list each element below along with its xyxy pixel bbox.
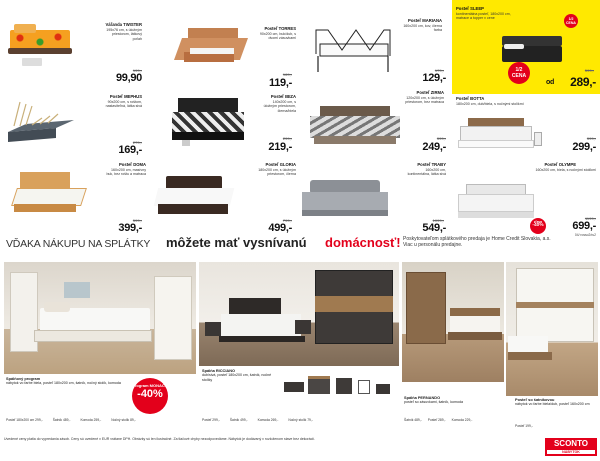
price-item: Komoda 259,- — [80, 418, 102, 422]
product-title: Posteľ OLYMPE — [544, 162, 576, 167]
photo-bedroom-dark — [199, 262, 399, 366]
product-old-price: 1099,- — [432, 218, 444, 223]
photo-3-title: Spálňa PERNANDO — [404, 395, 441, 400]
half-price-badge: 1/2 CENA — [508, 62, 530, 84]
product-old-price: 199,- — [132, 68, 142, 73]
banner-info: Poskytovateľom splátkového predaja je Home Credit Slovakia, a.s. Viac u personálu predajne. — [403, 236, 551, 249]
sconto-logo — [545, 438, 597, 456]
product-desc: 180x200 cm, dub/biela, s nočnými stolíkmi — [456, 102, 524, 106]
price-item: Šatník 489,- — [404, 418, 422, 422]
product-image — [460, 118, 540, 152]
product-old-price: 169,- — [282, 72, 292, 77]
photo-3-prices — [404, 418, 514, 422]
metal-bed-drawing — [314, 26, 392, 74]
product-card-mariana[interactable] — [300, 0, 450, 82]
photo-2-text: dub/sivá, posteľ 180x200 cm, šatník, nočné stolíky — [202, 373, 272, 382]
banner-line-2: môžete mať vysnívanú — [166, 235, 307, 250]
price-item: Nočný stolík 79,- — [288, 418, 313, 422]
product-card-olympe[interactable] — [452, 158, 600, 238]
product-old-price: 799,- — [282, 218, 292, 223]
photo-4-caption — [515, 398, 591, 407]
product-card-zirma[interactable] — [300, 86, 450, 156]
photo-2-caption — [202, 369, 282, 382]
product-title: Posteľ MARIANA — [408, 18, 442, 23]
product-old-price: 399,- — [436, 136, 446, 141]
product-card-mephus[interactable] — [0, 86, 148, 156]
product-price: 129,- — [422, 72, 446, 84]
product-card-traby[interactable] — [300, 158, 450, 234]
product-title: Posteľ BOTTA — [456, 96, 485, 101]
photo-1-text: nábytok vo farbe biela, posteľ 180x200 cm, šatník, nočný stolík, komoda — [6, 381, 121, 386]
product-code: 04/ rosso2/ru2 — [574, 233, 596, 237]
product-desc: 180x200 cm, s úložným priestorom, čierna — [258, 168, 296, 177]
product-card-gloria[interactable] — [150, 158, 298, 234]
product-old-price: 399,- — [586, 136, 596, 141]
product-price: 299,- — [572, 141, 596, 153]
product-image — [156, 176, 232, 220]
half-price-badge-small: 1/2 CENA — [564, 14, 578, 28]
photo-1-prices — [6, 418, 196, 422]
photo-2-title: Spálňa RICCIANO — [202, 368, 236, 373]
product-desc: 160x200 cm, masívny buk, bez roštu a matraca — [106, 168, 146, 177]
photo-4-title: Posteľ so šatníkovou — [515, 397, 555, 402]
price-item: Posteľ 289,- — [427, 418, 446, 422]
product-price: 289,- — [570, 75, 596, 89]
product-card-torres[interactable] — [150, 0, 298, 89]
badge-value: -40% — [137, 388, 163, 400]
discount-value: -40% — [532, 223, 544, 228]
price-item: Posteľ 299,- — [202, 418, 220, 422]
product-title: Posteľ IBIZA — [270, 94, 296, 99]
product-price: 499,- — [268, 222, 292, 234]
photo-4-prices — [515, 424, 595, 428]
price-item: Nočný stolík 89,- — [111, 418, 136, 422]
discount-label: zľava — [533, 220, 543, 224]
price-item: Posteľ 180x200 cm 299,- — [6, 418, 43, 422]
product-desc: 160x200 cm, biela, s nočnými stolíkmi — [535, 168, 596, 172]
program-discount-badge — [132, 378, 168, 414]
product-price: 99,90 — [115, 72, 142, 84]
product-title: Posteľ ZIRMA — [416, 90, 444, 95]
product-desc: 120x200 cm, s úložným priestorom, bez matraca — [405, 96, 444, 105]
photo-3-text: posteľ so zásuvkami, šatník, komoda — [404, 400, 463, 405]
price-item: Komoda 269,- — [257, 418, 279, 422]
price-prefix: od — [546, 79, 554, 86]
badge-title: Program MONACO — [132, 383, 168, 388]
product-card-sleep[interactable] — [452, 0, 600, 94]
photo-3-caption — [404, 396, 504, 405]
product-desc: 195x76 cm, s úložným priestorom, látkový poťah — [106, 28, 142, 41]
product-image — [302, 180, 388, 220]
photo-2-thumbnails — [284, 374, 398, 396]
product-price: 699,- — [572, 220, 596, 232]
product-old-price: 599,- — [584, 68, 594, 73]
product-old-price: 279,- — [132, 140, 142, 145]
product-desc: 140x200 cm, s úložným priestorom, čierna/biela — [263, 100, 296, 113]
product-desc: 160x200 cm, kov, čierna farba — [403, 24, 442, 33]
photo-1-title: Spálňový program — [6, 376, 41, 381]
photo-2-prices — [202, 418, 398, 422]
price-item: Šatník 489,- — [52, 418, 71, 422]
product-old-price: 299,- — [282, 136, 292, 141]
product-title: Posteľ MEPHUS — [109, 94, 142, 99]
photo-4-text: nábytok vo farbe biela/dub, posteľ 160x200 cm — [515, 402, 590, 407]
product-title: Posteľ TORRES — [264, 26, 296, 31]
photo-bedroom-white — [4, 262, 196, 374]
logo-tagline: NÁBYTOK — [547, 450, 595, 454]
product-title: Posteľ TRABY — [417, 162, 446, 167]
product-card-twister[interactable] — [0, 0, 148, 82]
price-item: Komoda 229,- — [451, 418, 473, 422]
product-old-price: 1199,- — [584, 216, 596, 221]
logo-name: SCONTO — [553, 439, 589, 448]
product-image — [10, 22, 70, 54]
product-card-botta[interactable] — [452, 94, 600, 156]
product-image — [458, 184, 534, 224]
product-image — [6, 98, 76, 142]
product-price: 399,- — [118, 222, 142, 234]
product-old-price: 599,- — [132, 218, 142, 223]
product-title: Posteľ GLORIA — [265, 162, 296, 167]
product-image — [178, 28, 244, 72]
product-card-ibiza[interactable] — [150, 86, 298, 156]
price-item: Šatník 499,- — [229, 418, 248, 422]
product-desc: 90x200 cm, buk/dub, s dvomi zásuvkami — [259, 32, 296, 41]
product-title: Posteľ SLEEP — [456, 6, 484, 11]
product-image — [314, 26, 392, 74]
product-price: 249,- — [422, 141, 446, 153]
price-item: Posteľ 199,- — [515, 424, 533, 428]
product-card-doma[interactable] — [0, 158, 148, 234]
product-title: Váľanda TWISTER — [105, 22, 142, 27]
product-old-price: 179,- — [434, 68, 444, 73]
product-image — [502, 36, 562, 68]
product-desc: kontinentálna posteľ, 180x200 cm, matrace a topper v cene — [456, 12, 511, 21]
photo-1-caption — [6, 377, 126, 386]
product-price: 169,- — [118, 144, 142, 156]
product-desc: 90x200 cm, s roštom, nastaviteľná, látka sivá — [105, 100, 142, 109]
product-price: 119,- — [269, 77, 292, 89]
slatted-bed-drawing — [6, 98, 76, 142]
product-image — [14, 172, 84, 222]
photo-wardrobe-bed — [506, 262, 598, 396]
photo-bedroom-oak — [402, 262, 504, 382]
banner-line-1: VĎAKA NÁKUPU NA SPLÁTKY — [6, 238, 151, 250]
product-title: Posteľ DOMA — [119, 162, 146, 167]
product-price: 549,- — [422, 222, 446, 234]
product-price: 219,- — [268, 141, 292, 153]
product-desc: 160x200 cm, kontinentálna, látka sivá — [407, 168, 446, 177]
product-thumb — [22, 58, 42, 66]
banner-line-3: domácnosť! — [325, 235, 401, 250]
legal-footer: Uvedené ceny platia do vypredania zásob. Ceny sú uvedené v EUR vrátane DPH. Obrázky sú len ilustračné. Za tlačové chyby nezodpovedáme. Nábytok je dodávaný v rozloženom stave bez dekorácií. — [4, 437, 316, 441]
